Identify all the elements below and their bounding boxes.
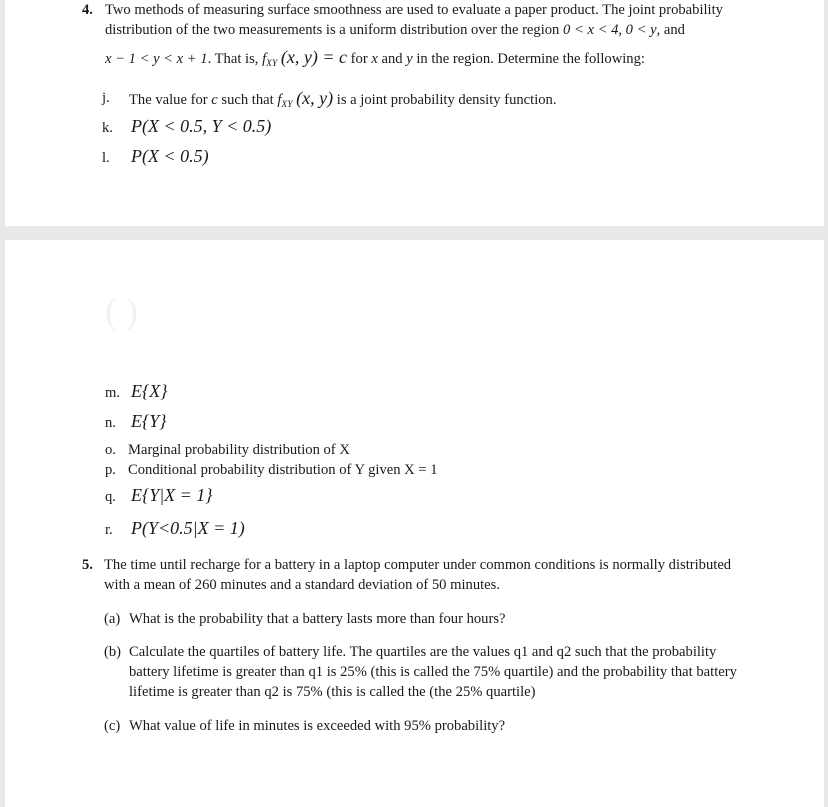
- page-1: [5, 0, 824, 226]
- question-4-var-x: x: [371, 51, 378, 67]
- question-4-var-y: y: [406, 51, 413, 67]
- item-j-text-c: is a joint probability density function.: [336, 92, 557, 108]
- item-j-text-b: such that: [221, 92, 274, 108]
- item-p-label: p.: [105, 462, 116, 478]
- part-b-label: (b): [104, 644, 122, 660]
- question-4-line-3: [105, 48, 645, 73]
- question-4-pdf-eq: (x, y) = c: [280, 47, 347, 67]
- item-q-label: q.: [105, 489, 116, 505]
- part-b-line-3: lifetime is greater than q2 is 75% (this is called the (the 25% quartile): [129, 684, 536, 700]
- question-4-band-math: x − 1 < y < x + 1: [105, 51, 208, 67]
- question-4-line-2-text: distribution of the two measurements is a uniform distribution over the region: [105, 22, 560, 38]
- item-j-pdf-sub: XY: [281, 100, 293, 110]
- item-o-label: o.: [105, 442, 116, 458]
- question-4-line-1: Two methods of measuring surface smoothness are used to evaluate a paper product. The joint probability: [105, 2, 723, 18]
- item-m-math: E{X}: [131, 381, 168, 401]
- question-4-line-3-for: for: [350, 51, 368, 67]
- question-5-line-2: with a mean of 260 minutes and a standard deviation of 50 minutes.: [104, 577, 500, 593]
- question-4-line-3-that-is: . That is,: [207, 51, 259, 67]
- part-b-line-1: Calculate the quartiles of battery life. The quartiles are the values q1 and q2 such that the probability: [129, 644, 717, 660]
- part-c-label: (c): [104, 718, 121, 734]
- item-r-label: r.: [105, 522, 113, 538]
- item-j-text-a: The value for: [129, 92, 208, 108]
- item-n-math: E{Y}: [131, 411, 167, 431]
- question-5-number: 5.: [82, 557, 93, 573]
- question-4-pdf-sub: XY: [266, 59, 278, 69]
- item-j-label: j.: [102, 90, 110, 106]
- item-n-label: n.: [105, 415, 116, 431]
- item-l-math: P(X < 0.5): [131, 146, 209, 166]
- question-4-number: 4.: [82, 2, 93, 18]
- item-q-math: E{Y|X = 1}: [131, 485, 213, 505]
- item-j-pdf-args: (x, y): [296, 88, 334, 108]
- question-4-line-3-and: and: [381, 51, 403, 67]
- question-4-line-2-tail: , and: [656, 22, 685, 38]
- item-j-text: [129, 89, 557, 114]
- part-a-label: (a): [104, 611, 121, 627]
- question-5-line-1: The time until recharge for a battery in a laptop computer under common conditions is normally distributed: [104, 557, 732, 573]
- item-o-text: Marginal probability distribution of X: [128, 442, 350, 458]
- item-l-label: l.: [102, 150, 110, 166]
- page-2: [5, 240, 824, 807]
- part-a-line-1: What is the probability that a battery lasts more than four hours?: [129, 611, 506, 627]
- item-r-math: P(Y<0.5|X = 1): [131, 518, 245, 538]
- item-k-label: k.: [102, 120, 113, 136]
- part-b-line-2: battery lifetime is greater than q1 is 25% (this is called the 75% quartile) and the probability that battery: [129, 664, 737, 680]
- faint-bleed-mark: ( ): [105, 291, 138, 331]
- item-j-pdf-f: f: [277, 92, 282, 108]
- question-4-pdf-f: f: [262, 51, 267, 67]
- question-4-line-3-tail: in the region. Determine the following:: [416, 51, 645, 67]
- item-m-label: m.: [105, 385, 120, 401]
- item-j-math-c: c: [211, 92, 218, 108]
- question-4-region-math: 0 < x < 4, 0 < y: [563, 22, 657, 38]
- part-c-line-1: What value of life in minutes is exceeded with 95% probability?: [129, 718, 506, 734]
- item-k-math: P(X < 0.5, Y < 0.5): [131, 116, 272, 136]
- item-p-text: Conditional probability distribution of Y given X = 1: [128, 462, 438, 478]
- question-4-line-2: [105, 21, 685, 39]
